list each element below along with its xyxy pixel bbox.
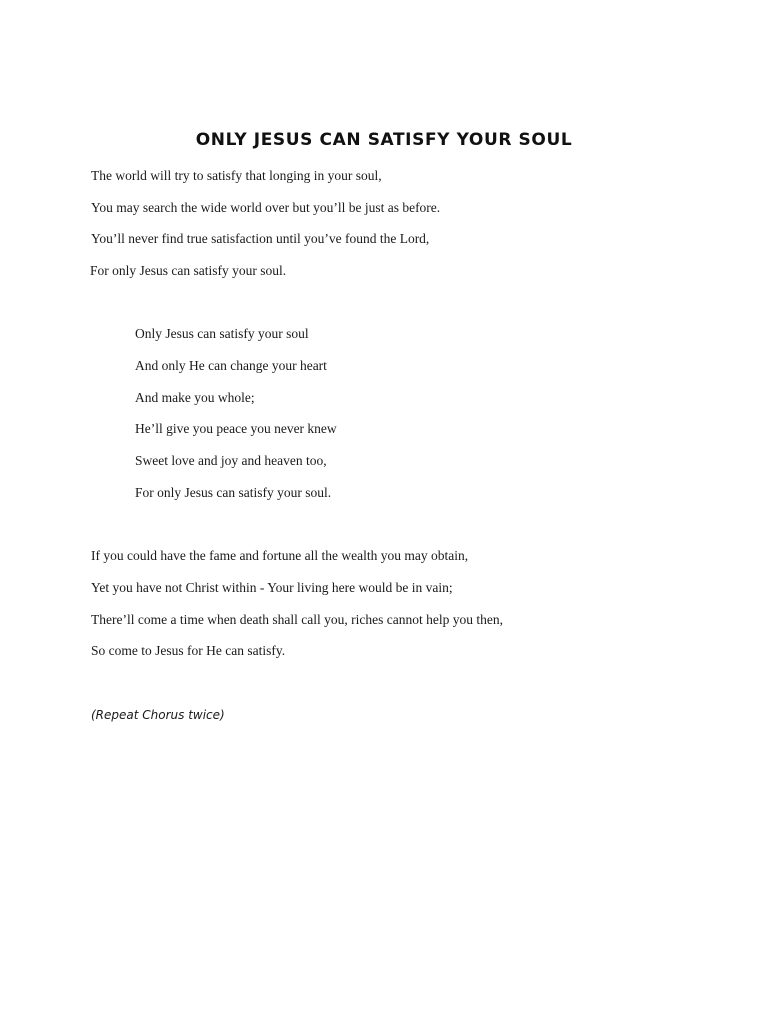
chorus-line-3: And make you whole; bbox=[135, 390, 255, 405]
verse1-line-3: You’ll never find true satisfaction until you’ve found the Lord, bbox=[91, 231, 430, 246]
chorus-line-2: And only He can change your heart bbox=[135, 358, 327, 373]
verse2-line-2: Yet you have not Christ within - Your living here would be in vain; bbox=[91, 580, 453, 595]
verse1-line-1: The world will try to satisfy that longing in your soul, bbox=[91, 168, 382, 183]
chorus-line-4: He’ll give you peace you never knew bbox=[135, 421, 337, 436]
song-title: ONLY JESUS CAN SATISFY YOUR SOUL bbox=[195, 130, 573, 150]
chorus-line-1: Only Jesus can satisfy your soul bbox=[135, 326, 309, 341]
verse2-line-3: There’ll come a time when death shall call you, riches cannot help you then, bbox=[91, 612, 503, 627]
verse1-line-2: You may search the wide world over but you’ll be just as before. bbox=[91, 200, 441, 215]
chorus-line-6: For only Jesus can satisfy your soul. bbox=[135, 485, 332, 500]
verse2-line-1: If you could have the fame and fortune all the wealth you may obtain, bbox=[91, 548, 469, 563]
verse2-line-4: So come to Jesus for He can satisfy. bbox=[91, 643, 286, 658]
chorus-line-5: Sweet love and joy and heaven too, bbox=[135, 453, 327, 468]
repeat-chorus-note: (Repeat Chorus twice) bbox=[91, 708, 225, 722]
verse1-line-4: For only Jesus can satisfy your soul. bbox=[90, 263, 287, 278]
